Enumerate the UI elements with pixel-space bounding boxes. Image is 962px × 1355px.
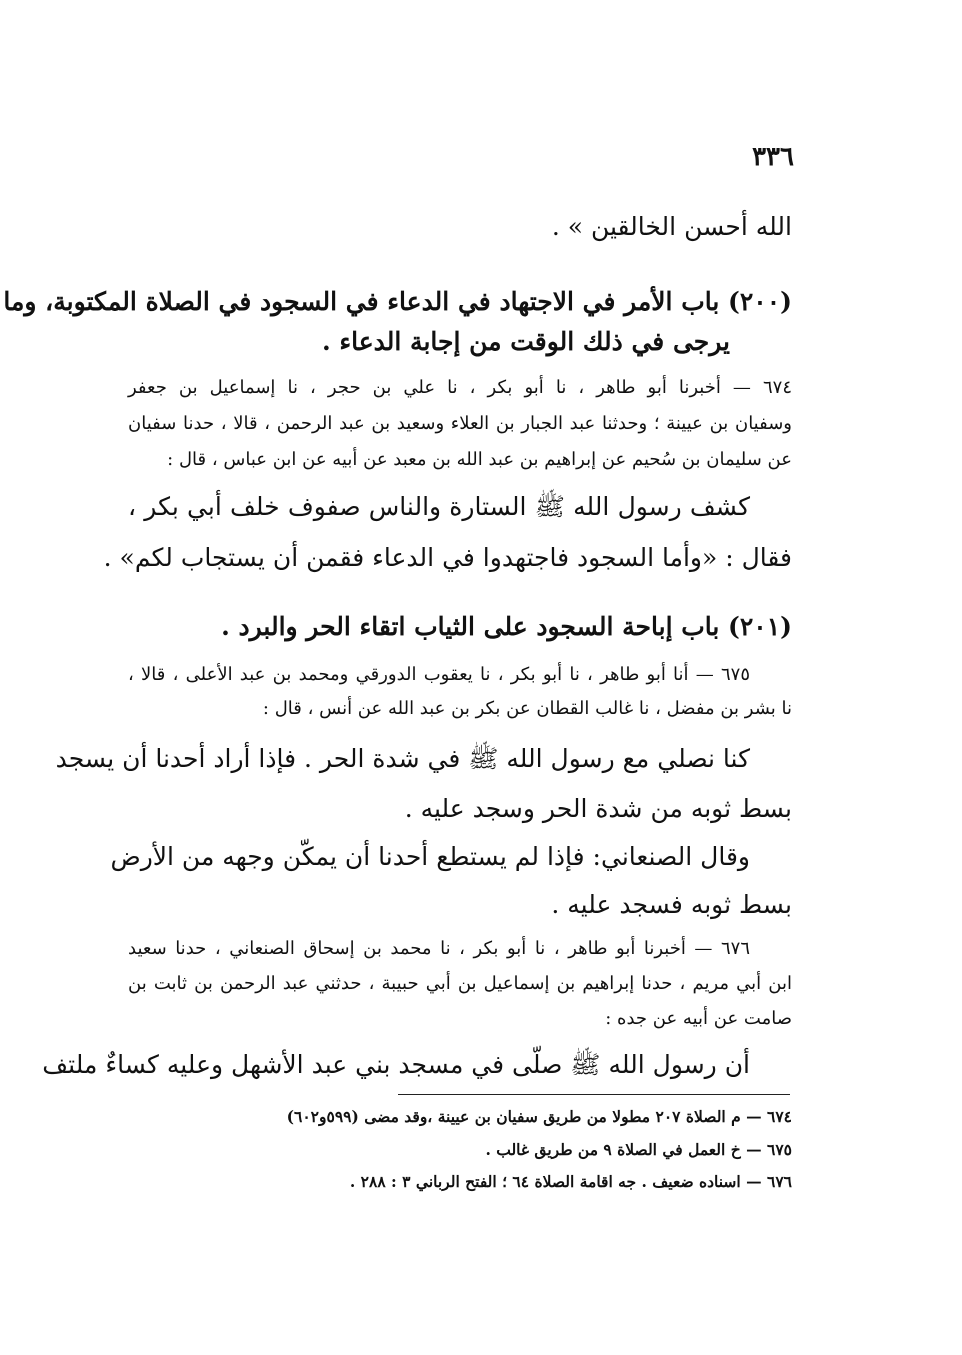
footnote-separator: [398, 1094, 790, 1095]
chapter-heading-201: (٢٠١) باب إباحة السجود على الثياب اتقاء الحر والبرد .: [221, 612, 792, 641]
page-number: ٣٣٦: [752, 142, 794, 172]
hadith-text-line: فقال : «وأما السجود فاجتهدوا في الدعاء فقمن أن يستجاب لكم» .: [103, 543, 792, 572]
hadith-text-line: بسط ثوبه فسجد عليه .: [551, 890, 792, 919]
chapter-heading-200-cont: يرجى في ذلك الوقت من إجابة الدعاء .: [321, 327, 730, 356]
isnad-line: ٦٧٤ — أخبرنا أبو طاهر ، نا أبو بكر ، نا علي بن حجر ، نا إسماعيل بن جعفر: [128, 377, 792, 398]
footnote: ٦٧٤ — م الصلاة ٢٠٧ مطولا من طريق سفيان بن عيينة ،وقد مضى (٥٩٩و٦٠٢): [286, 1107, 792, 1126]
isnad-line: ابن أبي مريم ، حدنا إبراهيم بن إسماعيل بن أبي حبيبة ، حدثني عبد الرحمن بن ثابت بن: [128, 973, 792, 994]
footnote: ٦٧٦ — اسناده ضعيف . جه اقامة الصلاة ٦٤ ؛ الفتح الرباني ٣ : ٢٨٨ .: [349, 1172, 792, 1191]
chapter-heading-200: (٢٠٠) باب الأمر في الاجتهاد في الدعاء في السجود في الصلاة المكتوبة، وما: [3, 287, 792, 316]
hadith-text-line: وقال الصنعاني: فإذا لم يستطع أحدنا أن يمكّن وجهه من الأرض: [110, 842, 750, 871]
isnad-line: عن سليمان بن سُحيم عن إبراهيم بن عبد الله بن معبد عن أبيه عن ابن عباس ، قال :: [167, 449, 792, 470]
isnad-line: وسفيان بن عيينة ؛ وحدثنا عبد الجبار بن العلاء وسعيد بن عبد الرحمن ، قالا ، حدنا سفيان: [128, 413, 792, 434]
isnad-line: ٦٧٦ — أخبرنا أبو طاهر ، نا أبو بكر ، نا محمد بن إسحاق الصنعاني ، حدنا سعيد: [128, 938, 750, 959]
hadith-text-line: كشف رسول الله ﷺ الستارة والناس صفوف خلف أبي بكر ،: [128, 492, 750, 521]
isnad-line: نا بشر بن مفضل ، نا غالب القطان عن بكر بن عبد الله عن أنس ، قال :: [262, 698, 792, 719]
hadith-text-line: كنا نصلي مع رسول الله ﷺ في شدة الحر . فإذا أراد أحدنا أن يسجد: [55, 744, 750, 773]
isnad-line: صامت عن أبيه عن جده :: [605, 1008, 792, 1029]
isnad-line: ٦٧٥ — أنا أبو طاهر ، نا أبو بكر ، نا يعقوب الدورقي ومحمد بن عبد الأعلى ، قالا ،: [128, 664, 750, 685]
text-line: الله أحسن الخالقين » .: [551, 212, 792, 241]
footnote: ٦٧٥ — خ العمل في الصلاة ٩ من طريق غالب .: [485, 1140, 792, 1159]
hadith-text-line: بسط ثوبه من شدة الحر وسجد عليه .: [404, 794, 792, 823]
hadith-text-line: أن رسول الله ﷺ صلّى في مسجد بني عبد الأشهل وعليه كساءٌ ملتف: [42, 1050, 750, 1079]
